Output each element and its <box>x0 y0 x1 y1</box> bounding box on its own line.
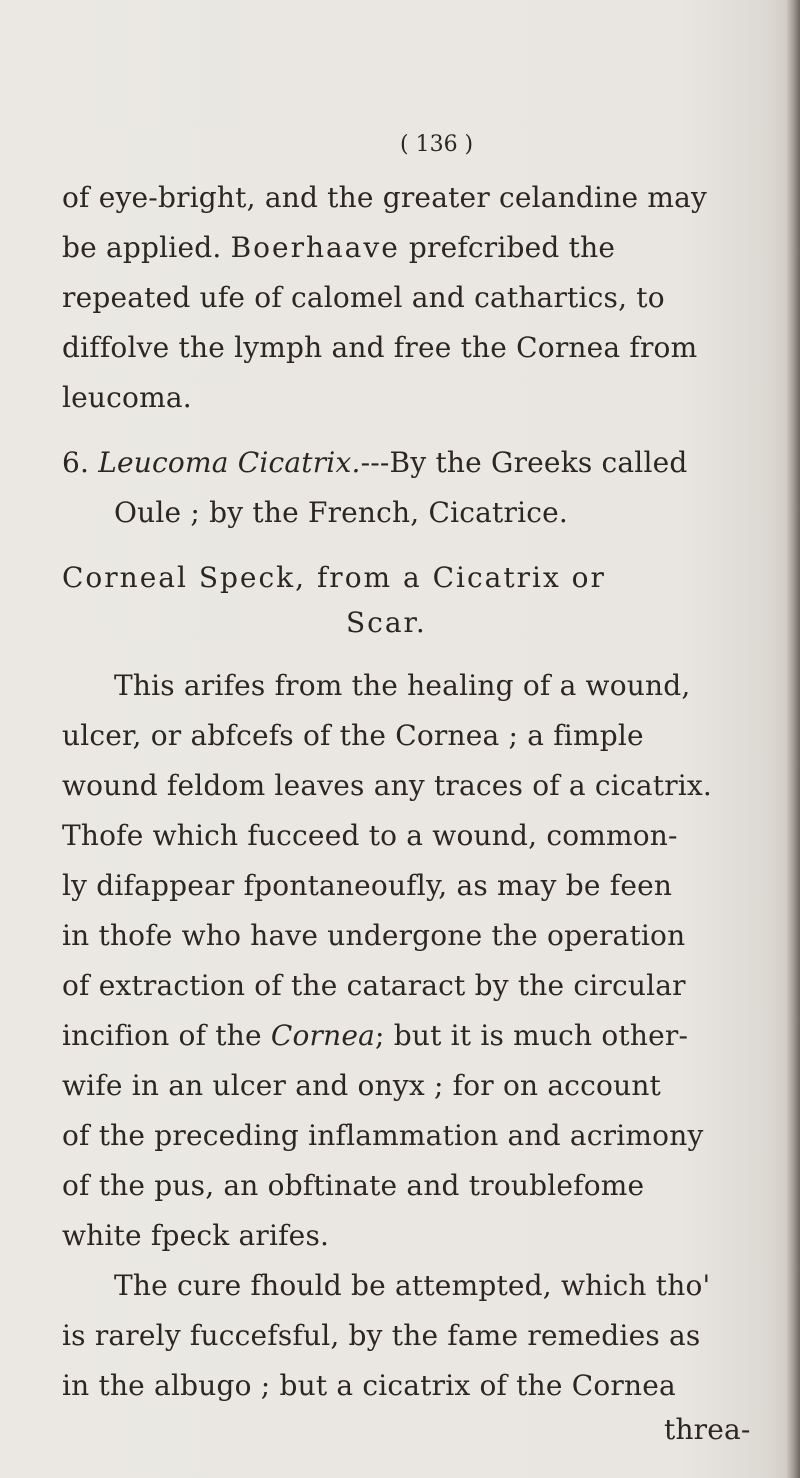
subheading-line: Scar. <box>346 606 427 639</box>
paragraph-line: white fpeck arifes. <box>62 1219 330 1252</box>
paragraph-line: Thofe which fucceed to a wound, common- <box>62 819 678 852</box>
paragraph-line: in thofe who have undergone the operation <box>62 919 686 952</box>
paragraph-line: incifion of the Cornea; but it is much other- <box>62 1019 689 1052</box>
paragraph-line: This arifes from the healing of a wound, <box>114 669 691 702</box>
author-name: Boerhaave <box>230 231 400 264</box>
page-number: ( 136 ) <box>400 132 474 157</box>
page-edge-shadow <box>786 0 800 1478</box>
paragraph-line: The cure fhould be attempted, which tho' <box>114 1269 711 1302</box>
paragraph-line: wound feldom leaves any traces of a cicatrix. <box>62 769 713 802</box>
text-line: repeated ufe of calomel and cathartics, to <box>62 281 665 314</box>
text-line: leucoma. <box>62 381 192 414</box>
paragraph-line: of the preceding inflammation and acrimony <box>62 1119 704 1152</box>
paragraph-line: in the albugo ; but a cicatrix of the Cornea <box>62 1369 676 1402</box>
section-heading-line: 6. Leucoma Cicatrix.---By the Greeks called <box>62 446 688 479</box>
paragraph-line: of extraction of the cataract by the circular <box>62 969 686 1002</box>
term-leucoma-cicatrix: Leucoma Cicatrix. <box>98 446 361 479</box>
text-line: of eye-bright, and the greater celandine may <box>62 181 707 214</box>
paragraph-line: is rarely fuccefsful, by the fame remedies as <box>62 1319 701 1352</box>
subheading-line: Corneal Speck, from a Cicatrix or <box>62 561 606 594</box>
paragraph-line: ulcer, or abfcefs of the Cornea ; a fimple <box>62 719 644 752</box>
text-line: be applied. Boerhaave prefcribed the <box>62 231 616 264</box>
term-cornea: Cornea <box>270 1019 375 1052</box>
paragraph-line: ly difappear fpontaneoufly, as may be feen <box>62 869 673 902</box>
catchword: threa- <box>664 1413 751 1446</box>
paragraph-line: of the pus, an obftinate and troublefome <box>62 1169 645 1202</box>
paragraph-line: wife in an ulcer and onyx ; for on account <box>62 1069 662 1102</box>
text-line: diffolve the lymph and free the Cornea from <box>62 331 698 364</box>
text-line: Oule ; by the French, Cicatrice. <box>114 496 568 529</box>
